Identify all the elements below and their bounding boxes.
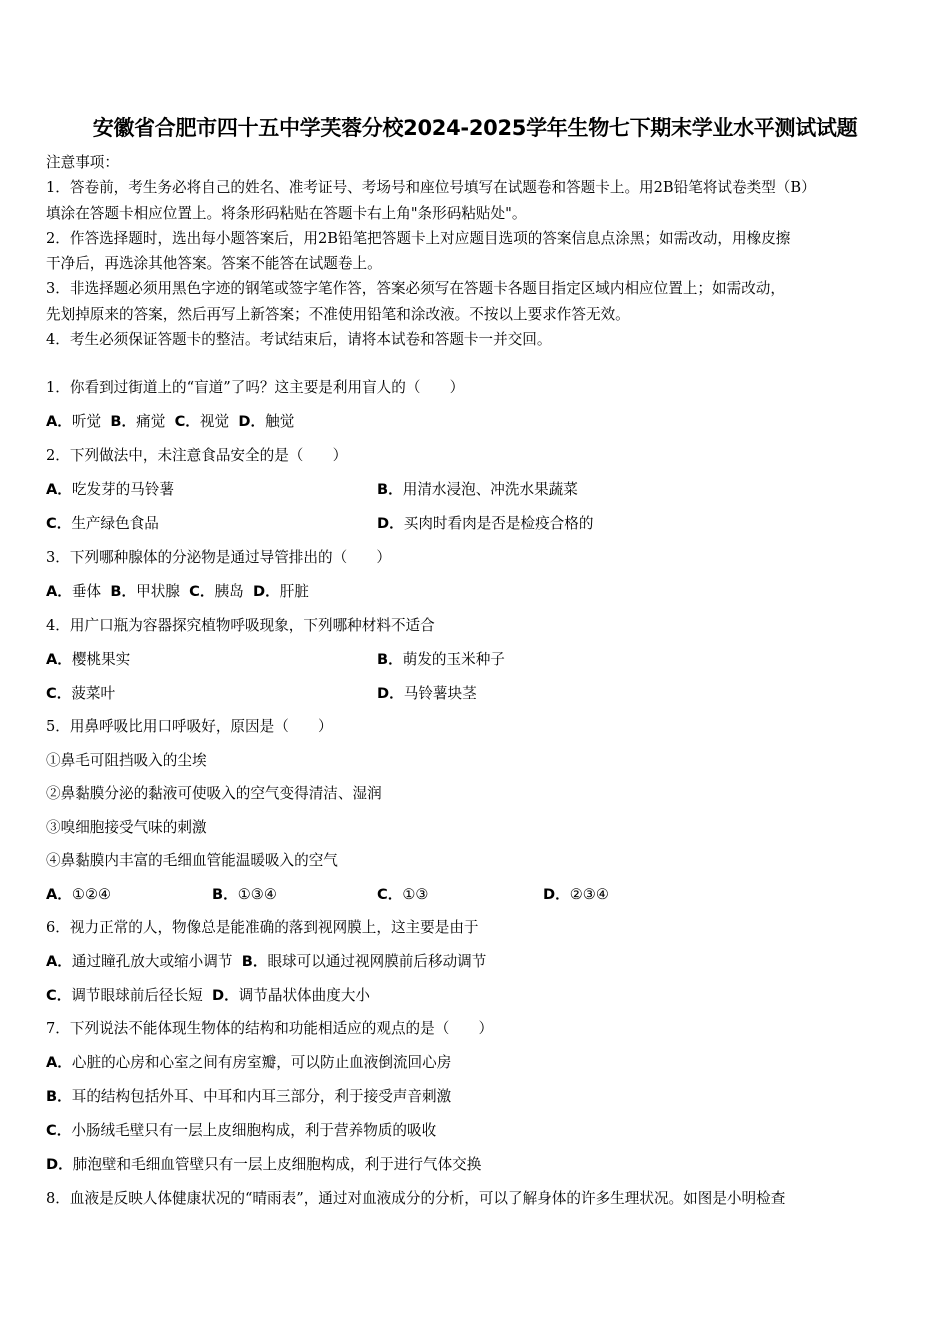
option-label: C． <box>189 583 215 600</box>
question-6-options-cd <box>46 984 370 1005</box>
option-text: 胰岛 <box>214 583 244 600</box>
notes-line: 2．作答选择题时，选出每小题答案后，用2B铅笔把答题卡上对应题目选项的答案信息点涂黑；如需改动，用橡皮擦 <box>46 229 791 247</box>
notes-line: 干净后，再选涂其他答案。答案不能答在试题卷上。 <box>46 255 382 273</box>
option-text: 心脏的心房和心室之间有房室瓣，可以防止血液倒流回心房 <box>71 1054 452 1071</box>
option-text: 视觉 <box>199 413 230 430</box>
question-2-stem: 2．下列做法中，未注意食品安全的是（ ） <box>46 447 348 464</box>
question-5-statement: ③嗅细胞接受气味的刺激 <box>46 819 207 836</box>
question-4-option-b <box>377 648 505 669</box>
option-text: 听觉 <box>71 413 102 430</box>
question-2-option-b <box>377 478 578 499</box>
question-4-option-a <box>46 648 130 669</box>
option-label: A． <box>46 413 72 430</box>
option-label: D． <box>252 583 280 600</box>
question-5-statement: ④鼻黏膜内丰富的毛细血管能温暖吸入的空气 <box>46 852 338 869</box>
option-label: C． <box>46 515 72 532</box>
question-2-option-a <box>46 478 174 499</box>
question-5-option-d <box>543 883 609 904</box>
notes-line: 先划掉原来的答案，然后再写上新答案；不准使用铅笔和涂改液。不按以上要求作答无效。 <box>46 305 630 323</box>
question-5-option-c <box>377 883 428 904</box>
option-label: C． <box>46 685 72 702</box>
option-text: 耳的结构包括外耳、中耳和内耳三部分，利于接受声音刺激 <box>71 1088 452 1105</box>
question-7-option-b <box>46 1085 451 1106</box>
question-1-options <box>46 410 294 431</box>
question-5-option-b <box>212 883 277 904</box>
question-7-option-c <box>46 1119 436 1140</box>
option-label: D． <box>46 1156 73 1173</box>
option-label: D． <box>543 886 570 903</box>
option-label: B． <box>212 886 238 903</box>
notes-line: 4．考生必须保证答题卡的整洁。考试结束后，请将本试卷和答题卡一并交回。 <box>46 331 552 349</box>
option-text: 马铃薯块茎 <box>403 685 477 702</box>
option-label: A． <box>46 886 72 903</box>
option-label: A． <box>46 651 72 668</box>
question-6-options-ab <box>46 950 486 971</box>
question-7-option-d <box>46 1153 481 1174</box>
option-text: 买肉时看肉是否是检疫合格的 <box>403 515 594 532</box>
notes-line: 3．非选择题必须用黑色字迹的钢笔或签字笔作答，答案必须写在答题卡各题目指定区域内相应位置上；如需改动， <box>46 280 785 298</box>
question-4-option-d <box>377 682 477 703</box>
option-label: A． <box>46 481 72 498</box>
option-label: A． <box>46 1054 72 1071</box>
question-1-stem: 1．你看到过街道上的“盲道”了吗？这主要是利用盲人的（ ） <box>46 379 465 396</box>
notes-section <box>46 150 908 352</box>
option-label: C． <box>46 987 72 1004</box>
option-text: ①③ <box>402 886 429 903</box>
question-6-stem: 6．视力正常的人，物像总是能准确的落到视网膜上，这主要是由于 <box>46 919 479 936</box>
question-5-statement: ①鼻毛可阻挡吸入的尘埃 <box>46 752 207 769</box>
option-label: D． <box>377 685 404 702</box>
option-label: B． <box>110 583 137 600</box>
question-5-option-a <box>46 883 111 904</box>
option-text: 用清水浸泡、冲洗水果蔬菜 <box>402 481 578 498</box>
question-2-option-d <box>377 512 593 533</box>
option-label: C． <box>377 886 403 903</box>
option-text: 触觉 <box>265 413 295 430</box>
question-3-options <box>46 580 309 601</box>
option-text: 生产绿色食品 <box>71 515 159 532</box>
option-label: A． <box>46 583 72 600</box>
option-label: B． <box>110 413 137 430</box>
question-5-stem: 5．用鼻呼吸比用口呼吸好，原因是（ ） <box>46 718 333 735</box>
page-title: 安徽省合肥市四十五中学芙蓉分校2024-2025学年生物七下期末学业水平测试试题 <box>92 116 858 140</box>
option-text: 小肠绒毛壁只有一层上皮细胞构成，利于营养物质的吸收 <box>71 1122 437 1139</box>
notes-line: 填涂在答题卡相应位置上。将条形码粘贴在答题卡右上角"条形码粘贴处"。 <box>46 204 527 222</box>
option-text: 肺泡壁和毛细血管壁只有一层上皮细胞构成，利于进行气体交换 <box>72 1156 482 1173</box>
option-label: D． <box>211 987 239 1004</box>
option-text: 樱桃果实 <box>71 651 131 668</box>
question-8-stem: 8．血液是反映人体健康状况的“晴雨表”，通过对血液成分的分析，可以了解身体的许多生理状况。如图是小明检查 <box>46 1190 786 1207</box>
question-4-stem: 4．用广口瓶为容器探究植物呼吸现象，下列哪种材料不适合 <box>46 617 435 634</box>
option-label: D． <box>238 413 266 430</box>
option-text: 菠菜叶 <box>71 685 116 702</box>
option-text: ①②④ <box>71 886 112 903</box>
question-2-option-c <box>46 512 159 533</box>
option-label: B． <box>241 953 268 970</box>
option-label: B． <box>377 651 403 668</box>
option-text: 调节晶状体曲度大小 <box>238 987 371 1004</box>
option-text: 甲状腺 <box>136 583 180 600</box>
option-text: ①③④ <box>237 886 277 903</box>
option-text: 吃发芽的马铃薯 <box>71 481 175 498</box>
question-7-option-a <box>46 1051 451 1072</box>
question-7-stem: 7．下列说法不能体现生物体的结构和功能相适应的观点的是（ ） <box>46 1020 494 1037</box>
option-text: 萌发的玉米种子 <box>402 651 505 668</box>
option-text: 肝脏 <box>279 583 309 600</box>
question-3-stem: 3．下列哪种腺体的分泌物是通过导管排出的（ ） <box>46 549 391 566</box>
option-text: 垂体 <box>71 583 102 600</box>
option-text: 调节眼球前后径长短 <box>71 987 203 1004</box>
option-label: C． <box>46 1122 72 1139</box>
option-text: 痛觉 <box>136 413 166 430</box>
option-label: C． <box>174 413 200 430</box>
option-text: 眼球可以通过视网膜前后移动调节 <box>267 953 487 970</box>
question-5-statement: ②鼻黏膜分泌的黏液可使吸入的空气变得清洁、湿润 <box>46 785 382 802</box>
option-text: 通过瞳孔放大或缩小调节 <box>71 953 233 970</box>
option-label: B． <box>46 1088 72 1105</box>
option-label: D． <box>377 515 404 532</box>
option-text: ②③④ <box>569 886 609 903</box>
question-4-option-c <box>46 682 115 703</box>
option-label: A． <box>46 953 72 970</box>
notes-line: 1．答卷前，考生务必将自己的姓名、准考证号、考场号和座位号填写在试题卷和答题卡上。用2B铅笔将试卷类型（B） <box>46 179 816 197</box>
option-label: B． <box>377 481 403 498</box>
notes-heading: 注意事项： <box>46 154 119 171</box>
